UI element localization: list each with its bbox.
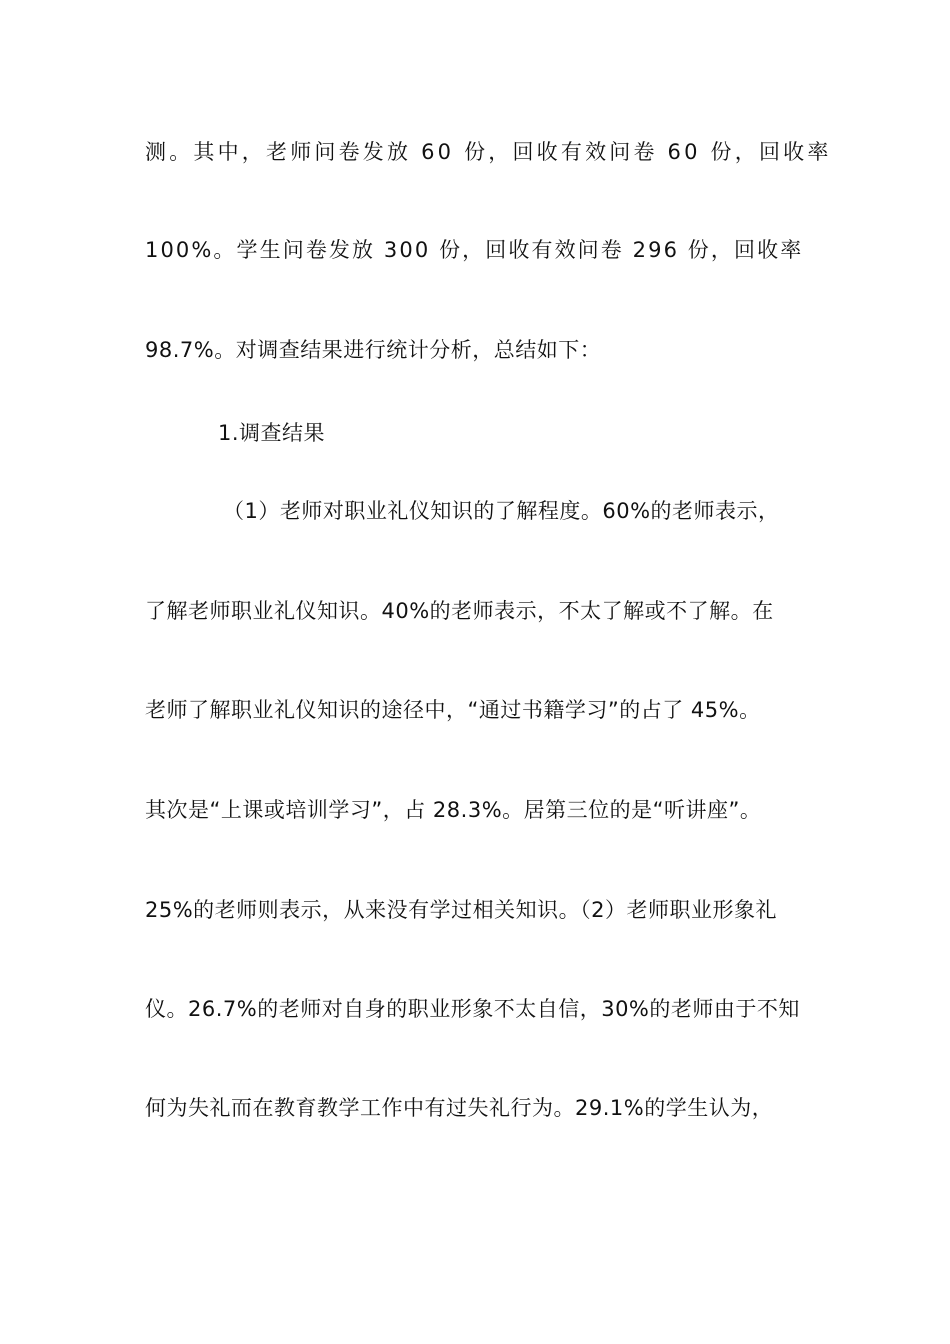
text-line: 仪。26.7%的老师对自身的职业形象不太自信，30%的老师由于不知 bbox=[145, 997, 800, 1021]
text-line: 100%。学生问卷发放 300 份，回收有效问卷 296 份，回收率 bbox=[145, 238, 804, 262]
text-line: 98.7%。对调查结果进行统计分析，总结如下： bbox=[145, 338, 602, 362]
text-line: 测。其中，老师问卷发放 60 份，回收有效问卷 60 份，回收率 bbox=[145, 140, 832, 164]
text-line: 老师了解职业礼仪知识的途径中，“通过书籍学习”的占了 45%。 bbox=[145, 698, 761, 722]
text-line: 何为失礼而在教育教学工作中有过失礼行为。29.1%的学生认为， bbox=[145, 1096, 774, 1120]
text-line: 其次是“上课或培训学习”，占 28.3%。居第三位的是“听讲座”。 bbox=[145, 798, 762, 822]
text-line: 了解老师职业礼仪知识。40%的老师表示，不太了解或不了解。在 bbox=[145, 599, 774, 623]
section-heading: 1.调查结果 bbox=[218, 421, 326, 445]
text-line: （1）老师对职业礼仪知识的了解程度。60%的老师表示， bbox=[223, 499, 780, 523]
text-line: 25%的老师则表示，从来没有学过相关知识。（2）老师职业形象礼 bbox=[145, 898, 778, 922]
